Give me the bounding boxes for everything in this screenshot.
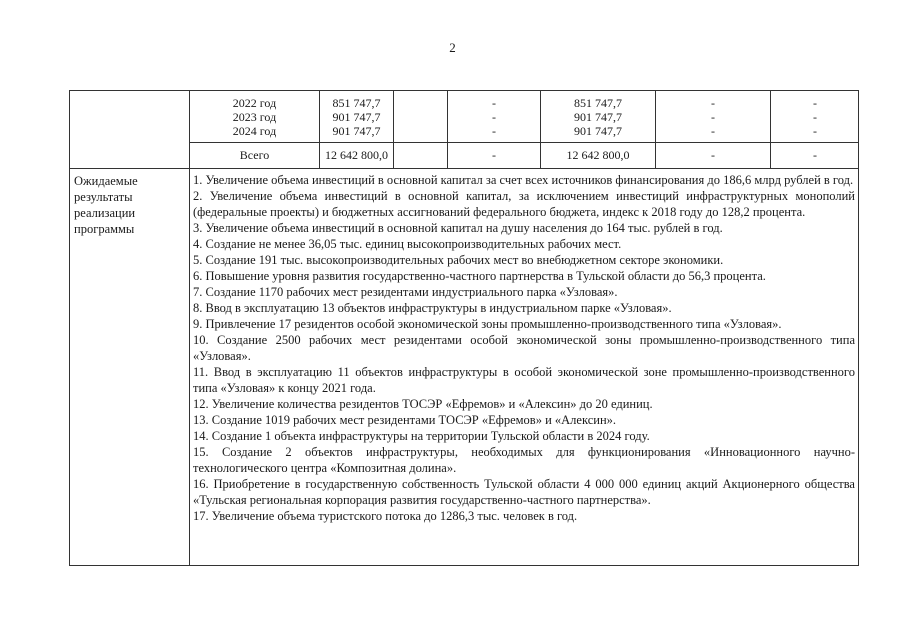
result-item: 13. Создание 1019 рабочих мест резидентами ТОСЭР «Ефремов» и «Алексин». (193, 413, 617, 427)
result-item: 16. Приобретение в государственную собственность Тульской области 4 000 000 единиц акций Акционерного общества «Тульская региональная корпорация развития государственно-частного партнерства». (193, 477, 855, 507)
year-cell: 2022 год (232, 96, 277, 110)
result-item: 5. Создание 191 тыс. высокопроизводительных рабочих мест во внебюджетном секторе экономики. (193, 253, 724, 267)
col3-cell: 851 747,7 (574, 96, 622, 110)
row-divider (189, 142, 859, 143)
result-item: 11. Ввод в эксплуатацию 11 объектов инфраструктуры в особой экономической зоне промышленно-производственного типа «Узловая» к концу 2021 года. (193, 365, 855, 395)
sum-col2: - (492, 148, 496, 162)
col2-cell: - (492, 124, 496, 138)
col4-column (656, 96, 770, 138)
col4-cell: - (711, 124, 715, 138)
result-item: 4. Создание не менее 36,05 тыс. единиц высокопроизводительных рабочих мест. (193, 237, 622, 251)
result-item: 7. Создание 1170 рабочих мест резидентами индустриального парка «Узловая». (193, 285, 618, 299)
total-column (320, 96, 393, 138)
col3-cell: 901 747,7 (574, 110, 622, 124)
col5-cell: - (813, 110, 817, 124)
sum-col5: - (813, 148, 817, 162)
result-item: 17. Увеличение объема туристского потока до 1286,3 тыс. человек в год. (193, 509, 578, 523)
result-item: 3. Увеличение объема инвестиций в основной капитал на душу населения до 164 тыс. рублей в год. (193, 221, 723, 235)
col4-cell: - (711, 96, 715, 110)
expected-results-list (193, 172, 855, 524)
result-item: 9. Привлечение 17 резидентов особой экономической зоны промышленно-производственного типа «Узловая». (193, 317, 782, 331)
result-item: 12. Увеличение количества резидентов ТОСЭР «Ефремов» и «Алексин» до 20 единиц. (193, 397, 653, 411)
col5-column (771, 96, 859, 138)
result-item: 1. Увеличение объема инвестиций в основной капитал за счет всех источников финансирования до 186,6 млрд рублей в год. (193, 173, 854, 187)
result-item: 6. Повышение уровня развития государственно-частного партнерства в Тульской области до 56,3 процента. (193, 269, 766, 283)
sum-label: Всего (239, 148, 270, 162)
total-cell: 851 747,7 (332, 96, 381, 110)
result-item: 2. Увеличение объема инвестиций в основной капитал, за исключением инвестиций инфраструктурных монополий (федеральные проекты) и бюджетных ассигнований федерального бюджета, индекс к 2018 году до 128,2 процента. (193, 189, 855, 219)
row-divider (69, 168, 859, 169)
col2-cell: - (492, 110, 496, 124)
col5-cell: - (813, 124, 817, 138)
col5-cell: - (813, 96, 817, 110)
result-item: 15. Создание 2 объектов инфраструктуры, необходимых для функционирования «Инновационного научно-технологического центра «Композитная долина». (193, 445, 855, 475)
col4-cell: - (711, 110, 715, 124)
result-item: 8. Ввод в эксплуатацию 13 объектов инфраструктуры в индустриальном парке «Узловая». (193, 301, 672, 315)
year-cell: 2023 год (232, 110, 277, 124)
col3-cell: 901 747,7 (574, 124, 622, 138)
col2-column (448, 96, 540, 138)
page-number: 2 (449, 40, 456, 55)
column-divider (393, 90, 394, 168)
year-cell: 2024 год (232, 124, 277, 138)
result-item: 14. Создание 1 объекта инфраструктуры на территории Тульской области в 2024 году. (193, 429, 650, 443)
total-cell: 901 747,7 (332, 124, 381, 138)
col2-cell: - (492, 96, 496, 110)
total-cell: 901 747,7 (332, 110, 381, 124)
sum-total: 12 642 800,0 (325, 148, 388, 162)
year-column (190, 96, 319, 138)
expected-results-label: Ожидаемые результаты реализации программы (74, 174, 138, 236)
result-item: 10. Создание 2500 рабочих мест резидентами особой экономической зоны промышленно-производственного типа «Узловая». (193, 333, 855, 363)
sum-col3: 12 642 800,0 (566, 148, 630, 162)
sum-col4: - (711, 148, 715, 162)
col3-column (541, 96, 655, 138)
